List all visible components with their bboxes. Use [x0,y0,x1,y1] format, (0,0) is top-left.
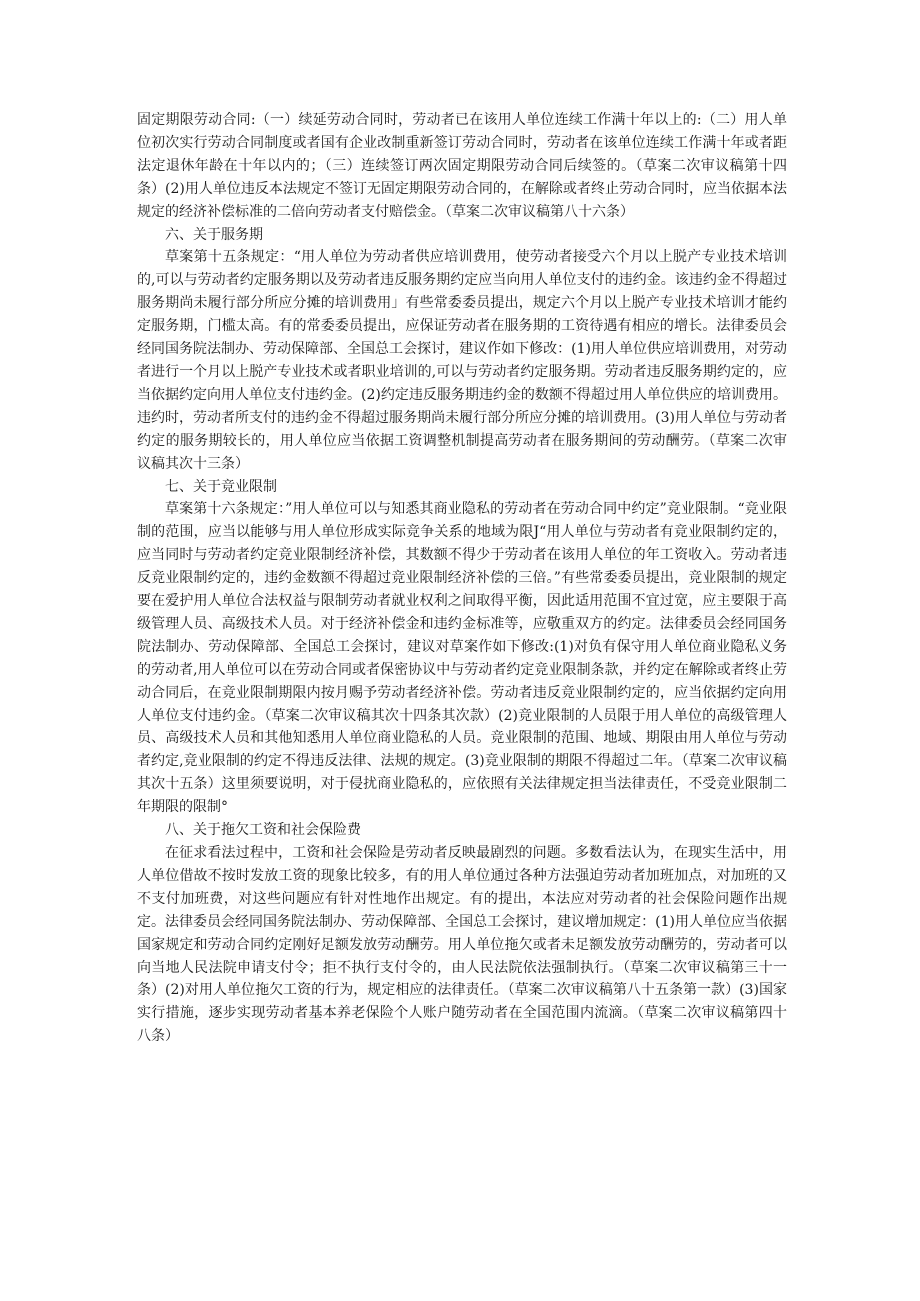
heading-service-period: 六、关于服务期 [165,226,263,243]
heading-wage-arrears: 八、关于拖欠工资和社会保险费 [165,822,361,839]
heading-non-compete: 七、关于竞业限制 [165,478,277,495]
paragraph-service-period: 草案第十五条规定：“用人单位为劳动者供应培训费用，使劳动者接受六个月以上脱产专业技术培训的,可以与劳动者约定服务期以及劳动者违反服务期约定应当向用人单位支付的违约金。该违约金不得超过服务期尚未履行部分所应分摊的培训费用」有些常委委员提出，规定六个月以上脱产专业技术培训才能约定服务期，门槛太高。有的常委委员提出，应保证劳动者在服务期的工资待遇有相应的增长。法律委员会经同国务院法制办、劳动保障部、全国总工会探讨，建议作如下修改：(1)用人单位供应培训费用，对劳动者进行一个月以上脱产专业技术或者职业培训的,可以与劳动者约定服务期。劳动者违反服务期约定的，应当依据约定向用人单位支付违约金。(2)约定违反服务期违约金的数额不得超过用人单位供应的培训费用。违约时，劳动者所支付的违约金不得超过服务期尚未履行部分所应分摊的培训费用。(3)用人单位与劳动者约定的服务期较长的，用人单位应当依据工资调整机制提高劳动者在服务期间的劳动酬劳。（草案二次审议稿其次十三条） [137,249,787,472]
document-page [137,109,787,1048]
paragraph-contract-terms: 固定期限劳动合同:（一）续延劳动合同时，劳动者已在该用人单位连续工作满十年以上的:（二）用人单位初次实行劳动合同制度或者国有企业改制重新签订劳动合同时，劳动者在该单位连续工作满十年或者距法定退休年龄在十年以内的；（三）连续签订两次固定期限劳动合同后续签的。（草案二次审议稿第十四条）(2)用人单位违反本法规定不签订无固定期限劳动合同的，在解除或者终止劳动合同时，应当依据本法规定的经济补偿标准的二倍向劳动者支付赔偿金。（草案二次审议稿第八十六条） [137,112,787,220]
paragraph-wage-arrears: 在征求看法过程中，工资和社会保险是劳动者反映最剧烈的问题。多数看法认为，在现实生活中，用人单位借故不按时发放工资的现象比较多，有的用人单位通过各种方法强迫劳动者加班加点，对加班的又不支付加班费，对这些问题应有针对性地作出规定。有的提出，本法应对劳动者的社会保险问题作出规定。法律委员会经同国务院法制办、劳动保障部、全国总工会探讨，建议增加规定：(1)用人单位应当依据国家规定和劳动合同约定刚好足额发放劳动酬劳。用人单位拖欠或者未足额发放劳动酬劳的，劳动者可以向当地人民法院申请支付令；拒不执行支付令的，由人民法院依法强制执行。（草案二次审议稿第三十一条）(2)对用人单位拖欠工资的行为，规定相应的法律责任。（草案二次审议稿第八十五条第一款）(3)国家实行措施，逐步实现劳动者基本养老保险个人账户随劳动者在全国范围内流滴。（草案二次审议稿第四十八条） [137,845,787,1045]
paragraph-non-compete: 草案第十六条规定：”用人单位可以与知悉其商业隐私的劳动者在劳动合同中约定”竞业限制。“竞业限制的范围，应当以能够与用人单位形成实际竞争关系的地域为限J“用人单位与劳动者有竞业限制约定的，应当同时与劳动者约定竞业限制经济补偿，其数额不得少于劳动者在该用人单位的年工资收入。劳动者违反竞业限制约定的，违约金数额不得超过竞业限制经济补偿的三倍。”有些常委委员提出，竞业限制的规定要在爱护用人单位合法权益与限制劳动者就业权利之间取得平衡，因此适用范围不宜过宽，应主要限于高级管理人员、高级技术人员。对于经济补偿金和违约金标准等，应敬重双方的约定。法律委员会经同国务院法制办、劳动保障部、全国总工会探讨，建议对草案作如下修改:(1)对负有保守用人单位商业隐私义务的劳动者,用人单位可以在劳动合同或者保密协议中与劳动者约定竞业限制条款，并约定在解除或者终止劳动合同后，在竞业限制期限内按月赐予劳动者经济补偿。劳动者违反竞业限制约定的，应当依据约定向用人单位支付违约金。（草案二次审议稿其次十四条其次款）(2)竞业限制的人员限于用人单位的高级管理人员、高级技术人员和其他知悉用人单位商业隐私的人员。竞业限制的范围、地域、期限由用人单位与劳动者约定,竞业限制的约定不得违反法律、法规的规定。(3)竞业限制的期限不得超过二年。（草案二次审议稿其次十五条）这里须要说明，对于侵扰商业隐私的，应依照有关法律规定担当法律责任，不受竞业限制二年期限的限制° [137,501,787,816]
